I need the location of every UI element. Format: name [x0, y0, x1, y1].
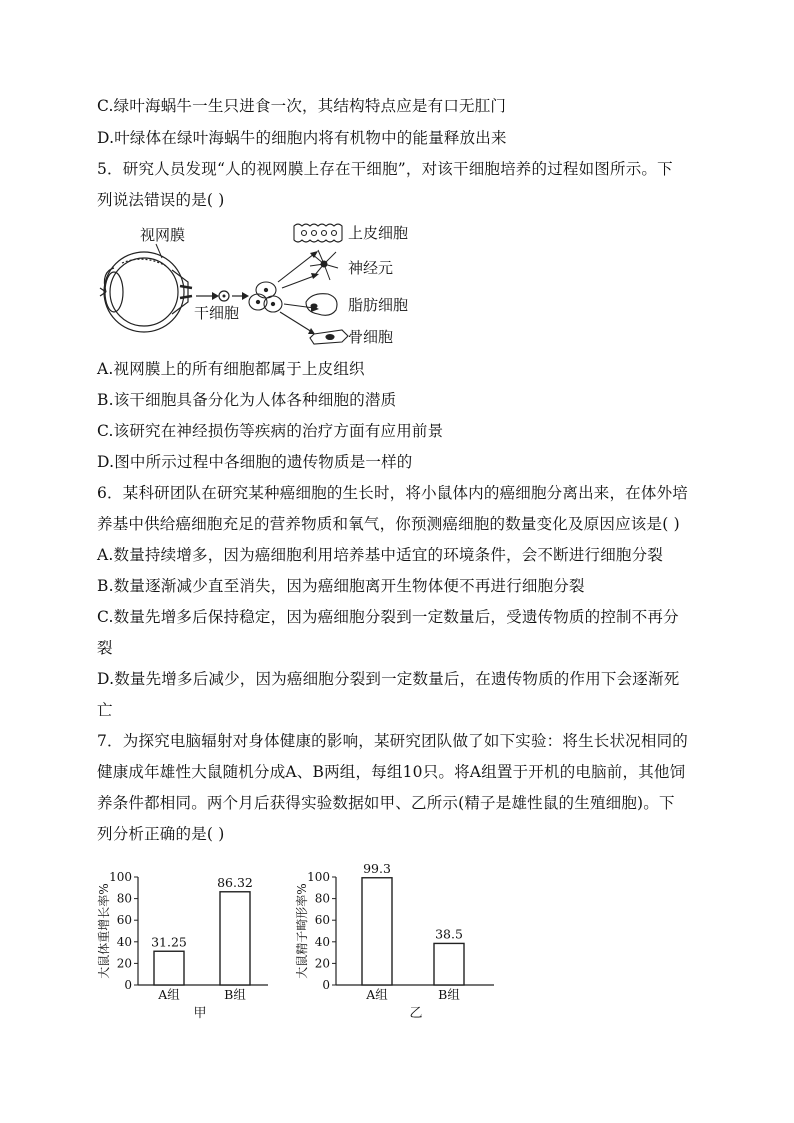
- question-5-option-b: B.该干细胞具备分化为人体各种细胞的潜质: [97, 391, 397, 409]
- y-tick-label: 60: [116, 913, 132, 928]
- question-6-option-a: A.数量持续增多，因为癌细胞利用培养基中适宜的环境条件，会不断进行细胞分裂: [97, 546, 664, 564]
- epithelial-cells-drawing: [294, 224, 342, 242]
- chart-title: 甲: [193, 1006, 207, 1021]
- question-6-option-c-line1: C.数量先增多后保持稳定，因为癌细胞分裂到一定数量后，受遗传物质的控制不再分: [97, 608, 679, 626]
- category-label: B组: [224, 987, 246, 1002]
- bar: [220, 892, 250, 985]
- stem-cell-label: 干细胞: [194, 304, 240, 322]
- bar-value-label: 86.32: [217, 874, 253, 890]
- bone-label: 骨细胞: [348, 328, 394, 346]
- bone-cell-drawing: [310, 330, 348, 344]
- y-tick-label: 60: [314, 913, 330, 928]
- category-label: A组: [366, 987, 388, 1002]
- question-7-stem-line2: 健康成年雄性大鼠随机分成A、B两组，每组10只。将A组置于开机的电脑前，其他饲: [97, 763, 686, 781]
- question-6-option-d-line1: D.数量先增多后减少，因为癌细胞分裂到一定数量后，在遗传物质的作用下会逐渐死: [97, 670, 680, 688]
- y-tick-label: 80: [314, 891, 330, 906]
- bar: [434, 943, 464, 985]
- epithelial-label: 上皮细胞: [348, 224, 409, 242]
- fat-cell-drawing: [306, 294, 337, 316]
- bar-value-label: 31.25: [151, 934, 187, 950]
- differentiation-arrows: [278, 254, 314, 332]
- question-5-stem-line2: 列说法错误的是( ): [97, 191, 225, 209]
- y-tick-label: 80: [116, 891, 132, 906]
- y-tick-label: 100: [109, 870, 132, 884]
- y-tick-label: 20: [314, 956, 330, 971]
- bar: [154, 951, 184, 985]
- question-6-option-b: B.数量逐渐减少直至消失，因为癌细胞离开生物体便不再进行细胞分裂: [97, 577, 585, 595]
- y-tick-label: 0: [322, 978, 330, 992]
- y-axis-label: 大鼠精子畸形率%: [295, 883, 309, 979]
- y-tick-label: 40: [116, 934, 132, 949]
- question-5-stem-line1: 5．研究人员发现“人的视网膜上存在干细胞”，对该干细胞培养的过程如图所示。下: [97, 160, 673, 178]
- y-axis-label: 大鼠体重增长率%: [97, 883, 111, 979]
- y-tick-label: 40: [314, 934, 330, 949]
- question-6-option-d-line2: 亡: [97, 701, 113, 719]
- question-6-stem-line1: 6．某科研团队在研究某种癌细胞的生长时，将小鼠体内的癌细胞分离出来，在体外培: [97, 484, 688, 502]
- y-tick-label: 20: [116, 956, 132, 971]
- option-d-line: D.叶绿体在绿叶海蜗牛的细胞内将有机物中的能量释放出来: [97, 129, 507, 147]
- bar-value-label: 99.3: [363, 860, 391, 876]
- y-tick-label: 100: [307, 870, 330, 884]
- y-tick-label: 0: [124, 978, 132, 992]
- eye-illustration: [100, 252, 192, 332]
- cell-cluster: [249, 282, 282, 312]
- chart-jia: [92, 850, 282, 1025]
- question-5-option-a: A.视网膜上的所有细胞都属于上皮组织: [97, 360, 365, 378]
- question-6-stem-line2: 养基中供给癌细胞充足的营养物质和氧气，你预测癌细胞的数量变化及原因应该是( ): [97, 515, 680, 533]
- chart-title: 乙: [409, 1006, 423, 1021]
- neuron-label: 神经元: [348, 259, 394, 277]
- option-c-line: C.绿叶海蜗牛一生只进食一次，其结构特点应是有口无肛门: [97, 97, 507, 115]
- stem-cell-diagram: [92, 218, 432, 350]
- retina-pointer: [156, 244, 162, 258]
- question-7-stem-line1: 7．为探究电脑辐射对身体健康的影响，某研究团队做了如下实验：将生长状况相同的: [97, 732, 688, 750]
- chart-yi: [290, 850, 505, 1025]
- category-label: B组: [438, 987, 460, 1002]
- fat-label: 脂肪细胞: [348, 296, 409, 314]
- question-6-option-c-line2: 裂: [97, 639, 113, 657]
- category-label: A组: [158, 987, 180, 1002]
- question-5-option-c: C.该研究在神经损伤等疾病的治疗方面有应用前景: [97, 422, 444, 440]
- question-7-stem-line4: 列分析正确的是( ): [97, 825, 225, 843]
- bar-value-label: 38.5: [435, 926, 463, 942]
- bar: [362, 878, 392, 985]
- question-5-option-d: D.图中所示过程中各细胞的遗传物质是一样的: [97, 453, 413, 471]
- question-7-stem-line3: 养条件都相同。两个月后获得实验数据如甲、乙所示(精子是雄性鼠的生殖细胞)。下: [97, 794, 675, 812]
- retina-label: 视网膜: [140, 226, 186, 244]
